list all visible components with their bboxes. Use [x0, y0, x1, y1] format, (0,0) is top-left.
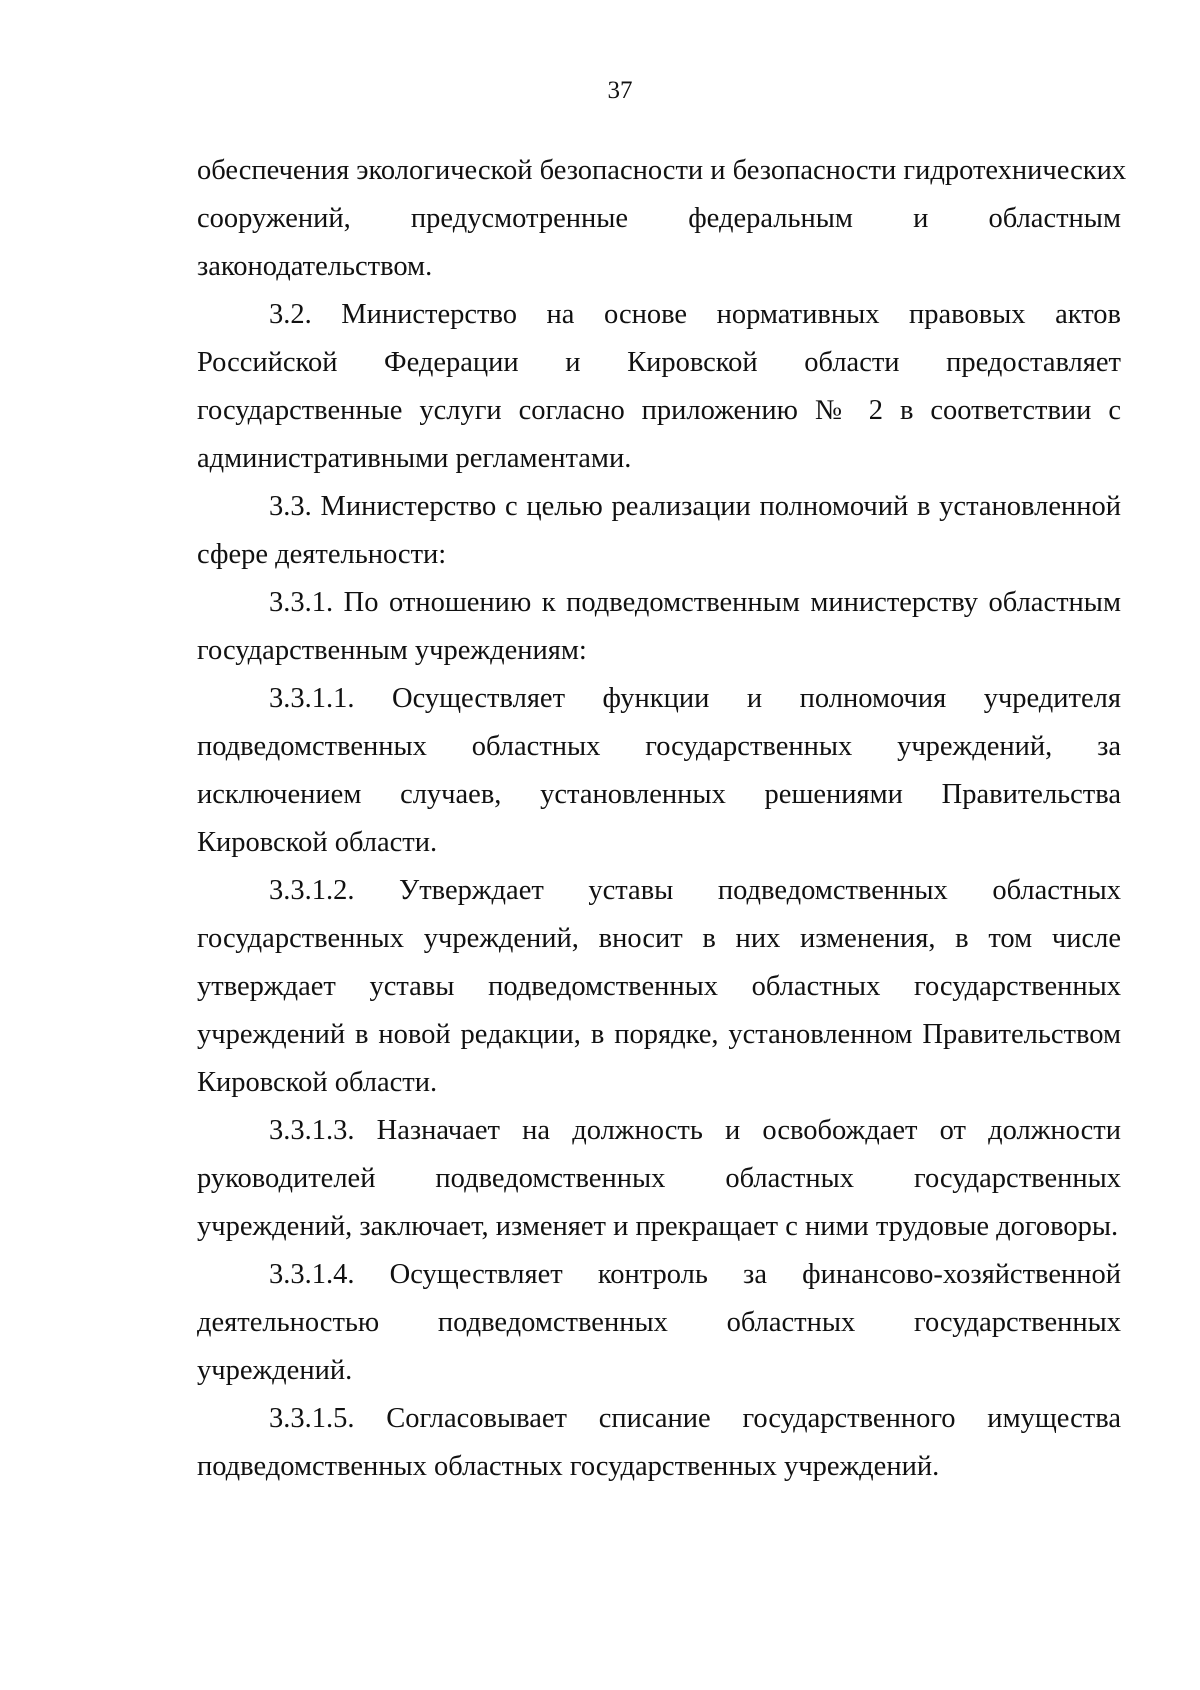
text-line: учреждений. — [197, 1355, 353, 1386]
text-line: сооружений, предусмотренные федеральным и областным — [197, 203, 1121, 234]
text-line: сфере деятельности: — [197, 539, 447, 570]
text-line: 3.3.1.2. Утверждает уставы подведомственных областных — [269, 875, 1121, 906]
text-line: государственным учреждениям: — [197, 635, 587, 666]
text-line: 3.3.1.5. Согласовывает списание государственного имущества — [269, 1403, 1121, 1434]
text-line: исключением случаев, установленных решениями Правительства — [197, 779, 1121, 810]
text-line: подведомственных областных государственных учреждений, за — [197, 731, 1121, 762]
paragraph-3-2 — [197, 291, 1121, 483]
text-line: Кировской области. — [197, 1067, 438, 1098]
text-line: 3.3.1.1. Осуществляет функции и полномочия учредителя — [269, 683, 1121, 714]
text-line: учреждений в новой редакции, в порядке, установленном Правительством — [197, 1019, 1121, 1050]
text-line: 3.3.1.4. Осуществляет контроль за финансово-хозяйственной — [269, 1259, 1121, 1290]
text-line: Кировской области. — [197, 827, 438, 858]
text-line: подведомственных областных государственных учреждений. — [197, 1451, 940, 1482]
paragraph-3-3-1-2 — [197, 867, 1121, 1107]
paragraph-3-3-1-1 — [197, 675, 1121, 867]
text-line: 3.3. Министерство с целью реализации полномочий в установленной — [269, 491, 1121, 522]
text-line: руководителей подведомственных областных государственных — [197, 1163, 1121, 1194]
paragraph-3-3 — [197, 483, 1121, 579]
text-line: 3.2. Министерство на основе нормативных правовых актов — [269, 299, 1121, 330]
text-line: 3.3.1. По отношению к подведомственным министерству областным — [269, 587, 1121, 618]
text-line: обеспечения экологической безопасности и безопасности гидротехнических — [197, 155, 1127, 186]
text-line: деятельностью подведомственных областных государственных — [197, 1307, 1121, 1338]
text-line: Российской Федерации и Кировской области предоставляет — [197, 347, 1121, 378]
paragraph-3-3-1-4 — [197, 1251, 1121, 1395]
text-line: учреждений, заключает, изменяет и прекращает с ними трудовые договоры. — [197, 1211, 1119, 1242]
paragraph-3-3-1-3 — [197, 1107, 1121, 1251]
document-body — [197, 147, 1127, 1491]
text-line: 3.3.1.3. Назначает на должность и освобождает от должности — [269, 1115, 1121, 1146]
paragraph-3-3-1-5 — [197, 1395, 1121, 1491]
text-line: административными регламентами. — [197, 443, 632, 474]
text-line: утверждает уставы подведомственных областных государственных — [197, 971, 1121, 1002]
text-line: законодательством. — [197, 251, 433, 282]
text-line: государственные услуги согласно приложению № 2 в соответствии с — [197, 395, 1121, 426]
paragraph-3-3-1 — [197, 579, 1121, 675]
page-number: 37 — [607, 77, 633, 104]
text-line: государственных учреждений, вносит в них изменения, в том числе — [197, 923, 1121, 954]
paragraph-1 — [197, 147, 1127, 291]
